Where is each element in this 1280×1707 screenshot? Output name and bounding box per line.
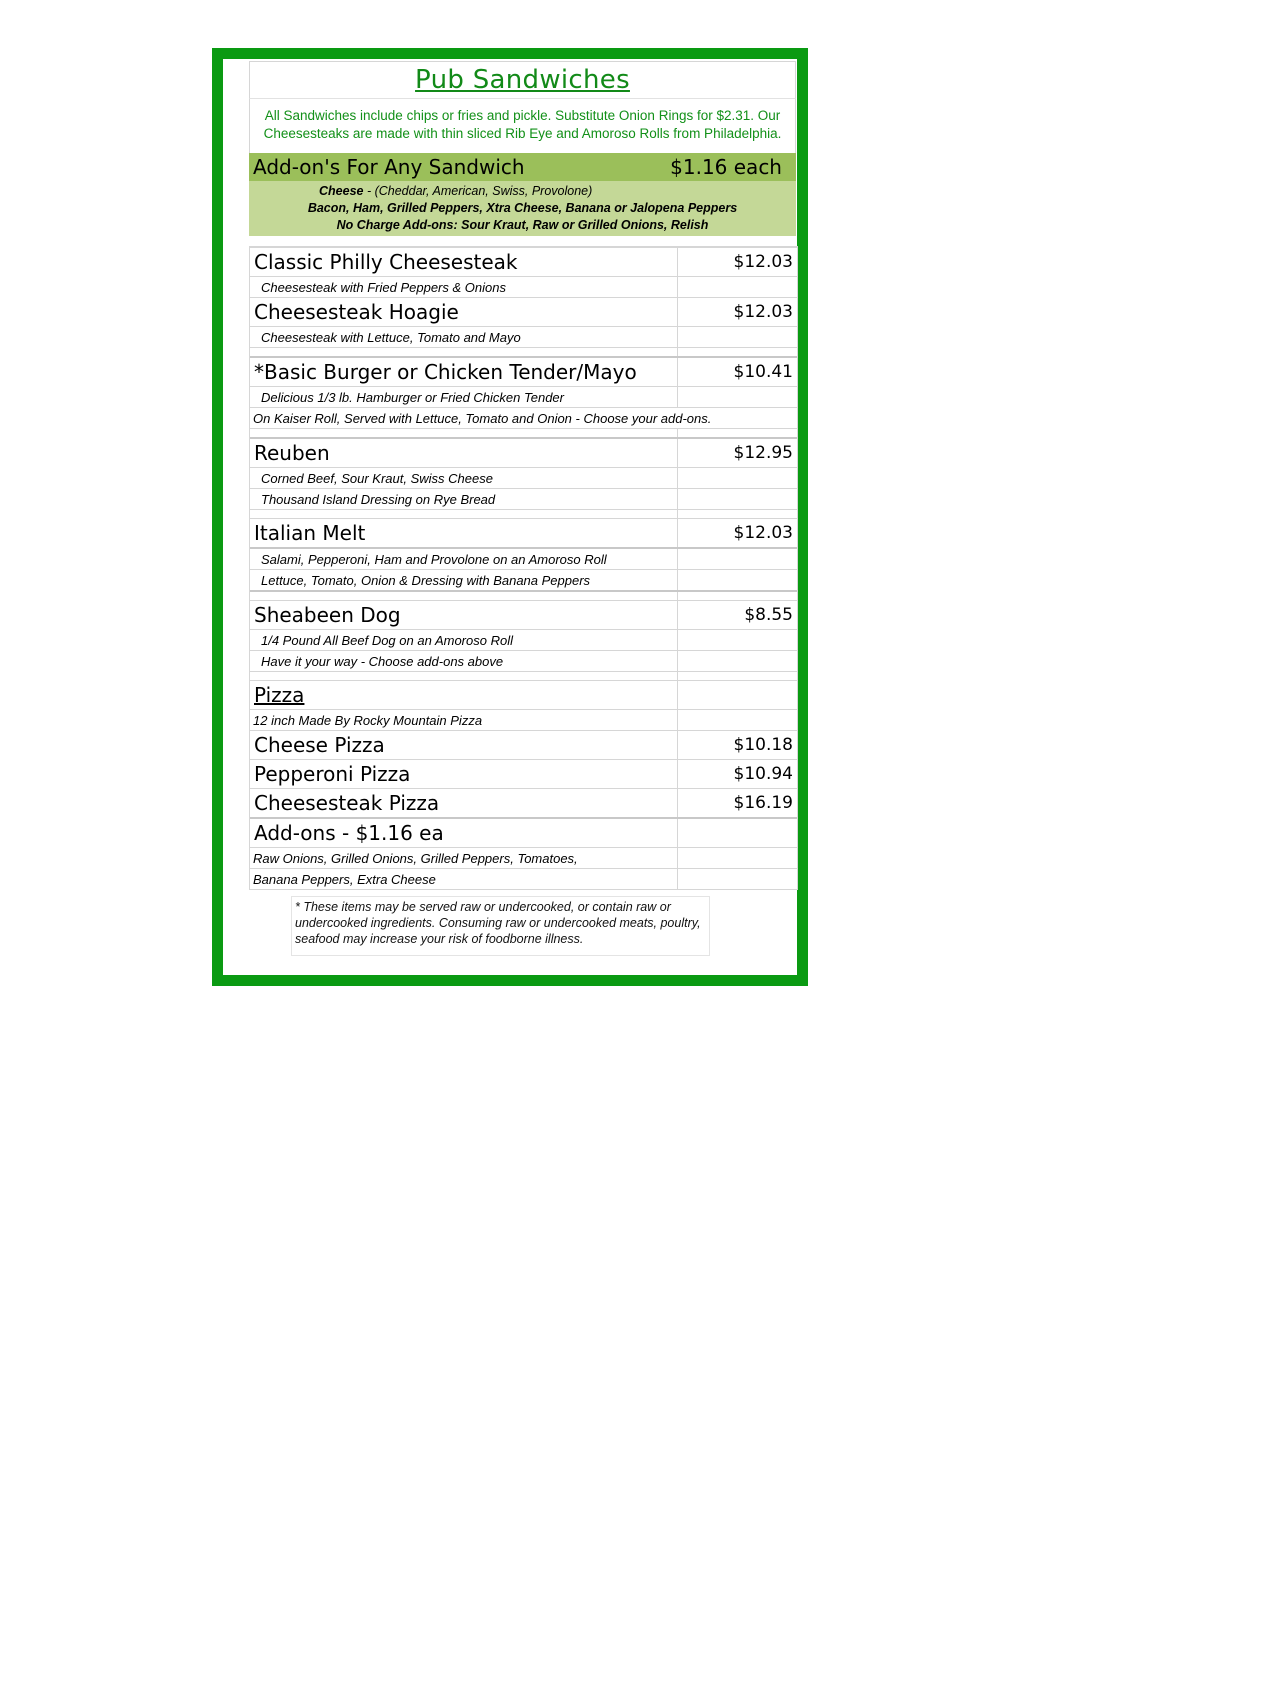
addons-details bbox=[249, 181, 796, 236]
item-description: Delicious 1/3 lb. Hamburger or Fried Chicken Tender bbox=[261, 389, 564, 405]
pizza-subheading: 12 inch Made By Rocky Mountain Pizza bbox=[253, 712, 483, 728]
item-name: Cheesesteak Hoagie bbox=[254, 300, 459, 324]
pizza-addons-line: Raw Onions, Grilled Onions, Grilled Peppers, Tomatoes, bbox=[253, 850, 578, 866]
menu-item-desc-row bbox=[250, 629, 797, 650]
pizza-addons-desc-row bbox=[250, 868, 797, 889]
item-name: Cheesesteak Pizza bbox=[254, 791, 440, 815]
item-price: $12.03 bbox=[733, 252, 793, 272]
food-safety-footnote: * These items may be served raw or undercooked, or contain raw or undercooked ingredients. Consuming raw or undercooked meats, poultry, seafood may increase your risk of foodborne illness. bbox=[291, 896, 710, 956]
spacer-row bbox=[250, 347, 797, 356]
item-price: $16.19 bbox=[733, 793, 793, 813]
pizza-heading: Pizza bbox=[254, 683, 305, 707]
title-box bbox=[249, 61, 796, 98]
addons-header bbox=[249, 153, 796, 181]
item-price: $10.41 bbox=[733, 362, 793, 382]
menu-table bbox=[249, 246, 798, 890]
spacer-row bbox=[250, 590, 797, 600]
menu-item-row bbox=[250, 730, 797, 759]
menu-item-desc-row bbox=[250, 547, 797, 569]
pizza-addons-line: Banana Peppers, Extra Cheese bbox=[253, 871, 436, 887]
pizza-subheading-row bbox=[250, 709, 797, 730]
addons-paid-line: Bacon, Ham, Grilled Peppers, Xtra Cheese, Banana or Jalopena Peppers bbox=[307, 201, 738, 215]
item-name: Cheese Pizza bbox=[254, 733, 385, 757]
menu-item-row bbox=[250, 297, 797, 326]
item-description: Cheesesteak with Lettuce, Tomato and Mayo bbox=[261, 329, 521, 345]
addons-header-price: $1.16 each bbox=[670, 155, 782, 179]
item-price: $10.94 bbox=[733, 764, 793, 784]
menu-item-desc-row bbox=[250, 488, 797, 509]
pizza-addons-label: Add-ons - $1.16 ea bbox=[254, 821, 444, 845]
item-description: Have it your way - Choose add-ons above bbox=[261, 653, 504, 669]
item-description: On Kaiser Roll, Served with Lettuce, Tomato and Onion - Choose your add-ons. bbox=[253, 410, 712, 426]
addons-header-label: Add-on's For Any Sandwich bbox=[253, 155, 525, 179]
intro-note: All Sandwiches include chips or fries and pickle. Substitute Onion Rings for $2.31. Our Cheesesteaks are made with thin sliced Rib Eye and Amoroso Rolls from Philadelphia. bbox=[249, 98, 796, 153]
menu-item-row bbox=[250, 437, 797, 467]
menu-item-desc-row bbox=[250, 386, 797, 407]
page-title: Pub Sandwiches bbox=[415, 65, 630, 95]
menu-item-row bbox=[250, 600, 797, 629]
addons-cheese-label: Cheese bbox=[319, 184, 364, 198]
item-name: Italian Melt bbox=[254, 521, 366, 545]
spacer-row bbox=[250, 509, 797, 518]
item-description: Corned Beef, Sour Kraut, Swiss Cheese bbox=[261, 470, 493, 486]
pizza-heading-row bbox=[250, 680, 797, 709]
addons-free-line: No Charge Add-ons: Sour Kraut, Raw or Grilled Onions, Relish bbox=[336, 218, 709, 232]
menu-item-row bbox=[250, 518, 797, 547]
menu-item-desc-row bbox=[250, 467, 797, 488]
item-description: Lettuce, Tomato, Onion & Dressing with Banana Peppers bbox=[261, 572, 591, 588]
item-price: $12.95 bbox=[733, 443, 793, 463]
item-name: Sheabeen Dog bbox=[254, 603, 401, 627]
menu-sheet bbox=[249, 61, 796, 956]
menu-item-desc-row bbox=[250, 276, 797, 297]
pizza-addons-row bbox=[250, 817, 797, 847]
menu-item-desc-row bbox=[250, 650, 797, 671]
addons-cheese-options: - (Cheddar, American, Swiss, Provolone) bbox=[363, 184, 593, 198]
spacer-row bbox=[250, 428, 797, 437]
menu-item-desc-row bbox=[250, 407, 797, 428]
menu-item-row bbox=[250, 356, 797, 386]
menu-item-row bbox=[250, 247, 797, 276]
menu-item-row bbox=[250, 788, 797, 817]
item-price: $12.03 bbox=[733, 523, 793, 543]
menu-item-desc-row bbox=[250, 569, 797, 590]
pizza-addons-desc-row bbox=[250, 847, 797, 868]
item-name: Classic Philly Cheesesteak bbox=[254, 250, 518, 274]
spacer-row bbox=[250, 671, 797, 680]
item-price: $12.03 bbox=[733, 302, 793, 322]
item-description: Thousand Island Dressing on Rye Bread bbox=[261, 491, 496, 507]
item-description: Salami, Pepperoni, Ham and Provolone on an Amoroso Roll bbox=[261, 551, 607, 567]
item-description: 1/4 Pound All Beef Dog on an Amoroso Roll bbox=[261, 632, 513, 648]
item-description: Cheesesteak with Fried Peppers & Onions bbox=[261, 279, 506, 295]
addons-cheese-line bbox=[249, 183, 796, 200]
menu-item-row bbox=[250, 759, 797, 788]
item-name: Reuben bbox=[254, 441, 330, 465]
item-price: $8.55 bbox=[744, 605, 793, 625]
menu-item-desc-row bbox=[250, 326, 797, 347]
item-price: $10.18 bbox=[733, 735, 793, 755]
item-name: Pepperoni Pizza bbox=[254, 762, 411, 786]
item-name: *Basic Burger or Chicken Tender/Mayo bbox=[254, 360, 637, 384]
